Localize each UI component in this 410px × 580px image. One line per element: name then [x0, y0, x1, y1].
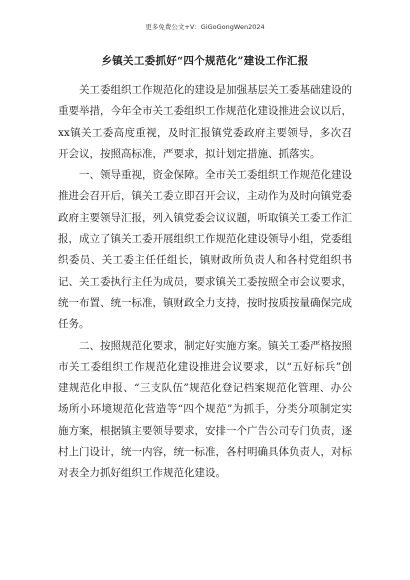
- paragraph-section-2: 二、按照规范化要求，制定好实施方案。镇关工委严格按照市关工委组织工作规范化建设推进会议要求，以“五好标兵”创建规范化申报、“三支队伍”规范化登记档案规范化管理、办公场所小环境规范化营造等“四个规范”为抓手，分类分项制定实施方案，根据镇主要领导要求，安排一个广告公司专门负责，逐村上门设计，统一内容，统一标准，各村明确具体负责人，对标对表全力抓好组织工作规范化建设。: [58, 339, 352, 480]
- paragraph-section-1: 一、领导重视，资金保障。全市关工委组织工作规范化建设推进会召开后，镇关工委立即召开会议，主动作为及时向镇党委政府主要领导汇报，列入镇党委会议议题，听取镇关工委工作汇报，成立了镇关工委开展组织工作规范化建设领导小组，党委组织委员、关工委主任任组长，镇财政所负责人和各村党组织书记、关工委执行主任为成员，要求镇关工委按照全市会议要求，统一布置、统一标准，镇财政全力支持，按时按质按量确保完成任务。: [58, 169, 352, 331]
- paragraph-intro: 关工委组织工作规范化的建设是加强基层关工委基础建设的重要举措，今年全市关工委组织工作规范化建设推进会议以后，xx镇关工委高度重视，及时汇报镇党委政府主要领导，多次召开会议，按照高标准，严要求，拟计划定措施、抓落实。: [58, 84, 352, 160]
- document-body: [58, 80, 352, 485]
- header-note: 更多免费公文+V：GiGoGongWen2024: [145, 23, 265, 31]
- document-title: 乡镇关工委抓好“四个规范化”建设工作汇报: [101, 55, 309, 67]
